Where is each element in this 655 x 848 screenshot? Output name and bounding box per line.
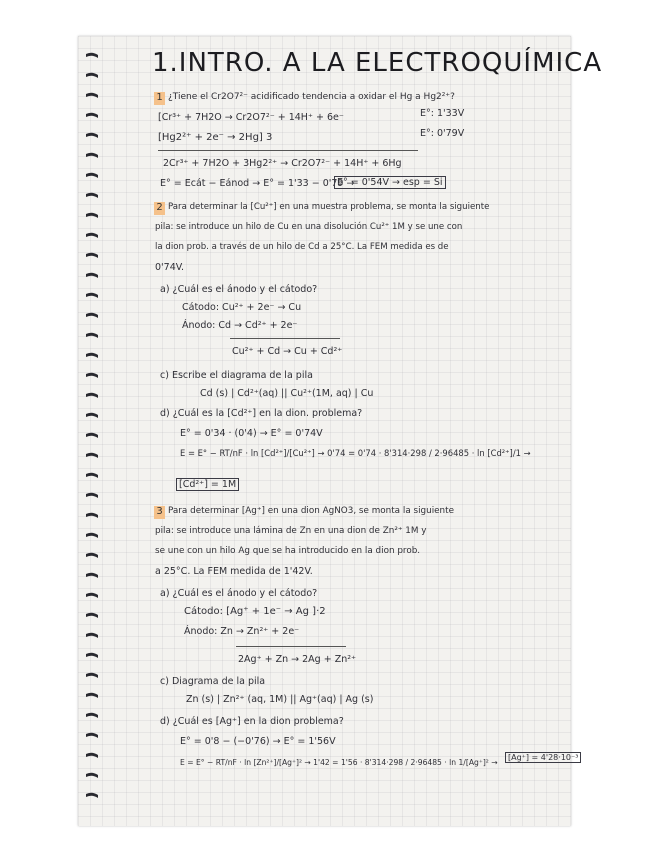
spiral-ring bbox=[86, 593, 98, 598]
problem-text: Para determinar la [Cu²⁺] en una muestra problema, se monta la siguiente bbox=[168, 202, 490, 212]
spiral-ring bbox=[86, 233, 98, 238]
question-c: c) Diagrama de la pila bbox=[160, 676, 266, 687]
question-a: a) ¿Cuál es el ánodo y el cátodo? bbox=[160, 588, 318, 599]
spiral-ring bbox=[86, 353, 98, 358]
question-d: d) ¿Cuál es [Ag⁺] en la dion problema? bbox=[160, 716, 344, 727]
divider-line bbox=[236, 646, 346, 647]
spiral-ring bbox=[86, 53, 98, 58]
spiral-ring bbox=[86, 453, 98, 458]
spiral-ring bbox=[86, 293, 98, 298]
question-d: d) ¿Cuál es la [Cd²⁺] en la dion. problema? bbox=[160, 408, 363, 419]
spiral-ring bbox=[86, 653, 98, 658]
calculation-line: E° = 0'8 − (−0'76) → E° = 1'56V bbox=[180, 736, 336, 747]
equation-line: [Hg2²⁺ + 2e⁻ → 2Hg] 3 bbox=[158, 132, 273, 143]
divider-line bbox=[158, 150, 418, 151]
potential-value: E°: 1'33V bbox=[420, 108, 465, 119]
spiral-ring bbox=[86, 753, 98, 758]
spiral-ring bbox=[86, 733, 98, 738]
boxed-answer: [Cd²⁺] = 1M bbox=[176, 478, 239, 491]
calculation-line: E° = 0'34 · (0'4) → E° = 0'74V bbox=[180, 428, 323, 439]
problem-text: 0'74V. bbox=[155, 262, 185, 273]
spiral-ring bbox=[86, 193, 98, 198]
cathode-reaction: Cátodo: [Ag⁺ + 1e⁻ → Ag ]·2 bbox=[184, 606, 326, 617]
overall-reaction: Cu²⁺ + Cd → Cu + Cd²⁺ bbox=[232, 346, 343, 357]
problem-text: a 25°C. La FEM medida de 1'42V. bbox=[155, 566, 313, 577]
problem-number: 2 bbox=[154, 202, 165, 215]
problem-number: 3 bbox=[154, 506, 165, 519]
spiral-ring bbox=[86, 513, 98, 518]
equation-line: 2Cr³⁺ + 7H2O + 3Hg2²⁺ → Cr2O7²⁻ + 14H⁺ + 6Hg bbox=[163, 158, 402, 169]
problem-text: pila: se introduce una lámina de Zn en una dion de Zn²⁺ 1M y bbox=[155, 526, 427, 536]
spiral-ring bbox=[86, 113, 98, 118]
spiral-ring bbox=[86, 73, 98, 78]
problem-text: la dion prob. a través de un hilo de Cd a 25°C. La FEM medida es de bbox=[155, 242, 449, 252]
anode-reaction: Ánodo: Zn → Zn²⁺ + 2e⁻ bbox=[184, 626, 300, 637]
spiral-ring bbox=[86, 433, 98, 438]
cell-diagram: Cd (s) | Cd²⁺(aq) || Cu²⁺(1M, aq) | Cu bbox=[200, 388, 374, 399]
spiral-ring bbox=[86, 613, 98, 618]
cathode-reaction: Cátodo: Cu²⁺ + 2e⁻ → Cu bbox=[182, 302, 302, 313]
spiral-ring bbox=[86, 673, 98, 678]
spiral-ring bbox=[86, 573, 98, 578]
spiral-ring bbox=[86, 133, 98, 138]
problem-number: 1 bbox=[154, 92, 165, 105]
spiral-ring bbox=[86, 693, 98, 698]
spiral-binding bbox=[84, 50, 102, 810]
spiral-ring bbox=[86, 273, 98, 278]
nernst-equation: E = E° − RT/nF · ln [Zn²⁺]/[Ag⁺]² → 1'42 = 1'56 · 8'314·298 / 2·96485 · ln 1/[Ag⁺]² → bbox=[180, 758, 498, 767]
boxed-answer: [Ag⁺] = 4'28·10⁻³ bbox=[505, 752, 581, 763]
spiral-ring bbox=[86, 333, 98, 338]
spiral-ring bbox=[86, 313, 98, 318]
cell-diagram: Zn (s) | Zn²⁺ (aq, 1M) || Ag⁺(aq) | Ag (s) bbox=[186, 694, 374, 705]
spiral-ring bbox=[86, 493, 98, 498]
spiral-ring bbox=[86, 553, 98, 558]
spiral-ring bbox=[86, 533, 98, 538]
spiral-ring bbox=[86, 393, 98, 398]
spiral-ring bbox=[86, 413, 98, 418]
page-title: 1.INTRO. A LA ELECTROQUÍMICA bbox=[152, 48, 603, 78]
problem-text: se une con un hilo Ag que se ha introducido en la dion prob. bbox=[155, 546, 421, 556]
equation-line: E° = Ecát − Eánod → E° = 1'33 − 0'79 → bbox=[160, 178, 355, 189]
spiral-ring bbox=[86, 373, 98, 378]
spiral-ring bbox=[86, 213, 98, 218]
boxed-result: E° = 0'54V → esp = Si bbox=[334, 176, 446, 189]
problem-text: pila: se introduce un hilo de Cu en una disolución Cu²⁺ 1M y se une con bbox=[155, 222, 463, 232]
spiral-ring bbox=[86, 253, 98, 258]
spiral-ring bbox=[86, 773, 98, 778]
problem-text: Para determinar [Ag⁺] en una dion AgNO3, se monta la siguiente bbox=[168, 506, 454, 516]
spiral-ring bbox=[86, 173, 98, 178]
spiral-ring bbox=[86, 633, 98, 638]
divider-line bbox=[230, 338, 340, 339]
spiral-ring bbox=[86, 473, 98, 478]
nernst-equation: E = E° − RT/nF · ln [Cd²⁺]/[Cu²⁺] → 0'74 = 0'74 · 8'314·298 / 2·96485 · ln [Cd²⁺]/1 → bbox=[180, 448, 531, 458]
overall-reaction: 2Ag⁺ + Zn → 2Ag + Zn²⁺ bbox=[238, 654, 357, 665]
potential-value: E°: 0'79V bbox=[420, 128, 465, 139]
spiral-ring bbox=[86, 153, 98, 158]
equation-line: [Cr³⁺ + 7H2O → Cr2O7²⁻ + 14H⁺ + 6e⁻ bbox=[158, 112, 344, 123]
anode-reaction: Ánodo: Cd → Cd²⁺ + 2e⁻ bbox=[182, 320, 298, 331]
notebook-page bbox=[78, 36, 571, 826]
question-a: a) ¿Cuál es el ánodo y el cátodo? bbox=[160, 284, 318, 295]
question-c: c) Escribe el diagrama de la pila bbox=[160, 370, 313, 381]
spiral-ring bbox=[86, 713, 98, 718]
spiral-ring bbox=[86, 793, 98, 798]
problem-text: ¿Tiene el Cr2O7²⁻ acidificado tendencia a oxidar el Hg a Hg2²⁺? bbox=[168, 92, 455, 102]
spiral-ring bbox=[86, 93, 98, 98]
